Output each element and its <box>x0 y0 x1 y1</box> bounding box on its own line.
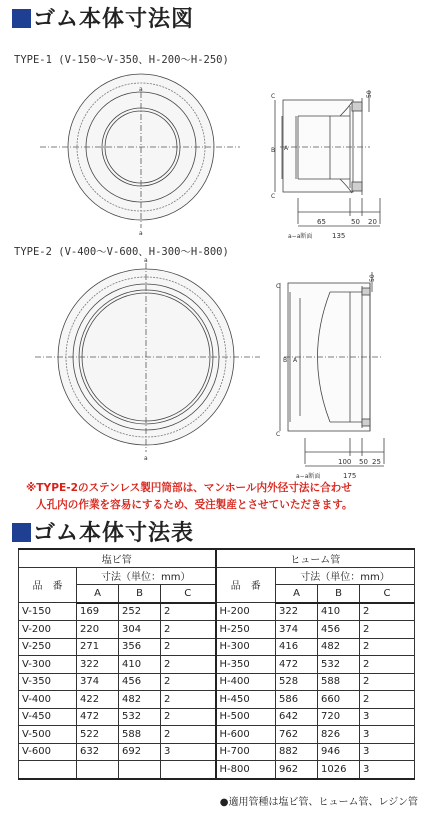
right-c-cell: 3 <box>360 726 415 744</box>
left-a-cell: 322 <box>77 656 119 674</box>
product-header-left: 品 番 <box>19 567 77 603</box>
left-c-cell: 2 <box>161 673 216 691</box>
left-b-cell: 482 <box>119 691 161 709</box>
group-header-pvc: 塩ビ管 <box>19 549 216 567</box>
right-b-cell: 720 <box>318 708 360 726</box>
type2-label: TYPE-2 (V-400～V-600、H-300～H-800) <box>14 246 229 258</box>
type1-b-label: B <box>271 147 276 154</box>
col-a-right: A <box>276 585 318 603</box>
col-a-left: A <box>77 585 119 603</box>
right-product-cell: H-500 <box>216 708 276 726</box>
type1-dim-50-vert: 50 <box>366 90 373 98</box>
type1-c-bottom: C <box>271 193 276 200</box>
left-a-cell: 472 <box>77 708 119 726</box>
type2-c-top: C <box>276 283 281 290</box>
left-product-cell: V-250 <box>19 638 77 656</box>
left-c-cell: 2 <box>161 621 216 639</box>
right-product-cell: H-400 <box>216 673 276 691</box>
left-b-cell: 692 <box>119 743 161 761</box>
right-c-cell: 2 <box>360 673 415 691</box>
type1-a-label: A <box>284 145 289 152</box>
left-a-cell: 632 <box>77 743 119 761</box>
right-product-cell: H-700 <box>216 743 276 761</box>
left-c-cell: 2 <box>161 708 216 726</box>
type1-dim-65: 65 <box>317 218 326 226</box>
left-c-cell: 2 <box>161 603 216 621</box>
table-dim-header-row <box>19 567 415 585</box>
right-c-cell: 2 <box>360 603 415 621</box>
left-b-cell: 410 <box>119 656 161 674</box>
title-square-icon <box>12 9 31 28</box>
custom-order-note: ※TYPE-2のステンレス製円筒部は、マンホール内外径寸法に合わせ 人孔内の作業を容易にするため、受注製産とさせていただきます。 <box>26 482 353 511</box>
right-a-cell: 642 <box>276 708 318 726</box>
right-product-cell: H-200 <box>216 603 276 621</box>
table-row <box>19 708 415 726</box>
left-b-cell <box>119 761 161 779</box>
table-row <box>19 656 415 674</box>
type2-b-label: B <box>283 357 288 364</box>
type1-dim-50: 50 <box>351 218 360 226</box>
left-c-cell: 2 <box>161 656 216 674</box>
table-row <box>19 726 415 744</box>
type2-dim-50: 50 <box>359 458 368 466</box>
right-product-cell: H-350 <box>216 656 276 674</box>
right-product-cell: H-800 <box>216 761 276 779</box>
right-a-cell: 416 <box>276 638 318 656</box>
left-product-cell: V-500 <box>19 726 77 744</box>
type1-section-label: a−a断面 <box>288 233 313 240</box>
right-b-cell: 410 <box>318 603 360 621</box>
col-b-right: B <box>318 585 360 603</box>
type1-drawing <box>0 86 432 246</box>
product-header-right: 品 番 <box>216 567 276 603</box>
group-header-hume: ヒューム管 <box>216 549 415 567</box>
right-product-cell: H-450 <box>216 691 276 709</box>
left-c-cell: 2 <box>161 638 216 656</box>
type1-dim-20: 20 <box>368 218 377 226</box>
right-a-cell: 762 <box>276 726 318 744</box>
left-a-cell: 422 <box>77 691 119 709</box>
left-a-cell: 374 <box>77 673 119 691</box>
type2-a-bottom: a <box>144 455 148 462</box>
type2-c-bottom: C <box>276 431 281 438</box>
right-c-cell: 2 <box>360 691 415 709</box>
section-title-table: ゴム本体寸法表 <box>12 516 194 547</box>
right-b-cell: 660 <box>318 691 360 709</box>
left-b-cell: 456 <box>119 673 161 691</box>
right-b-cell: 482 <box>318 638 360 656</box>
left-a-cell: 220 <box>77 621 119 639</box>
title-square-icon <box>12 523 31 542</box>
col-c-right: C <box>360 585 415 603</box>
right-c-cell: 3 <box>360 761 415 779</box>
left-a-cell <box>77 761 119 779</box>
right-a-cell: 962 <box>276 761 318 779</box>
right-b-cell: 946 <box>318 743 360 761</box>
left-product-cell: V-150 <box>19 603 77 621</box>
table-row <box>19 621 415 639</box>
table-row <box>19 603 415 621</box>
right-b-cell: 826 <box>318 726 360 744</box>
table-row <box>19 761 415 779</box>
right-product-cell: H-300 <box>216 638 276 656</box>
col-b-left: B <box>119 585 161 603</box>
type1-dim-135: 135 <box>332 232 346 240</box>
table-row <box>19 638 415 656</box>
table-row <box>19 691 415 709</box>
left-product-cell: V-350 <box>19 673 77 691</box>
type2-a-top: a <box>144 257 148 264</box>
dimension-table <box>18 548 415 780</box>
left-b-cell: 304 <box>119 621 161 639</box>
right-a-cell: 586 <box>276 691 318 709</box>
right-c-cell: 2 <box>360 656 415 674</box>
right-b-cell: 588 <box>318 673 360 691</box>
right-product-cell: H-600 <box>216 726 276 744</box>
type2-dim-50-vert: 50 <box>369 274 376 282</box>
type1-c-top: C <box>271 93 276 100</box>
right-b-cell: 456 <box>318 621 360 639</box>
type2-dim-100: 100 <box>338 458 352 466</box>
left-c-cell: 3 <box>161 743 216 761</box>
right-c-cell: 2 <box>360 621 415 639</box>
right-a-cell: 472 <box>276 656 318 674</box>
footnote-pipe-types: ●適用管種は塩ビ管、ヒューム管、レジン管 <box>219 797 418 808</box>
left-product-cell: V-600 <box>19 743 77 761</box>
left-a-cell: 169 <box>77 603 119 621</box>
left-b-cell: 252 <box>119 603 161 621</box>
right-c-cell: 3 <box>360 743 415 761</box>
left-product-cell: V-300 <box>19 656 77 674</box>
dim-header-right: 寸法（単位：mm） <box>276 567 415 585</box>
left-product-cell <box>19 761 77 779</box>
type1-label: TYPE-1 (V-150～V-350、H-200～H-250) <box>14 54 229 66</box>
type2-section-label: a−a断面 <box>296 473 321 480</box>
left-a-cell: 522 <box>77 726 119 744</box>
table-row <box>19 743 415 761</box>
right-a-cell: 322 <box>276 603 318 621</box>
table-group-row <box>19 549 415 567</box>
type2-dim-175: 175 <box>343 472 357 480</box>
left-product-cell: V-450 <box>19 708 77 726</box>
type2-drawing <box>0 257 432 480</box>
right-a-cell: 528 <box>276 673 318 691</box>
left-a-cell: 271 <box>77 638 119 656</box>
table-row <box>19 673 415 691</box>
type2-dim-25: 25 <box>372 458 381 466</box>
left-b-cell: 588 <box>119 726 161 744</box>
right-product-cell: H-250 <box>216 621 276 639</box>
right-a-cell: 882 <box>276 743 318 761</box>
left-b-cell: 356 <box>119 638 161 656</box>
left-product-cell: V-400 <box>19 691 77 709</box>
dim-header-left: 寸法（単位：mm） <box>77 567 216 585</box>
left-c-cell <box>161 761 216 779</box>
right-c-cell: 3 <box>360 708 415 726</box>
left-b-cell: 532 <box>119 708 161 726</box>
right-b-cell: 1026 <box>318 761 360 779</box>
type1-a-top: a <box>139 86 143 93</box>
right-b-cell: 532 <box>318 656 360 674</box>
left-c-cell: 2 <box>161 691 216 709</box>
type2-a-label: A <box>293 357 298 364</box>
col-c-left: C <box>161 585 216 603</box>
left-product-cell: V-200 <box>19 621 77 639</box>
right-a-cell: 374 <box>276 621 318 639</box>
section-title-drawings: ゴム本体寸法図 <box>12 2 194 33</box>
left-c-cell: 2 <box>161 726 216 744</box>
right-c-cell: 2 <box>360 638 415 656</box>
type1-a-bottom: a <box>139 230 143 237</box>
